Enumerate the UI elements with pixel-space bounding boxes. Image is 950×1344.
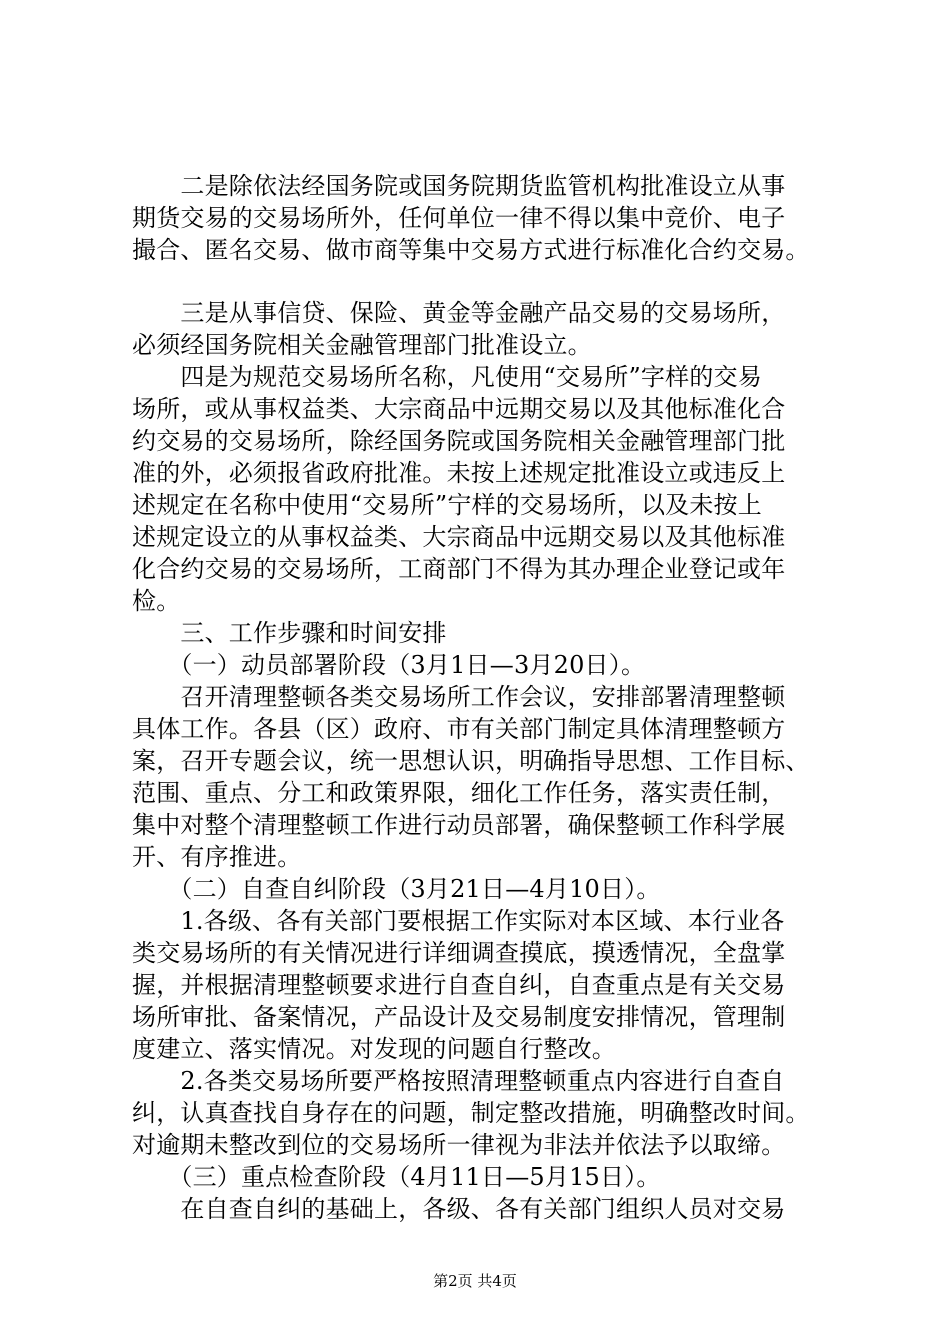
text-line: 集中对整个清理整顿工作进行动员部署，确保整顿工作科学展 [132, 811, 786, 839]
text-line: 四是为规范交易场所名称，凡使用“交易所”字样的交易 [132, 363, 762, 391]
text-line: 对逾期未整改到位的交易场所一律视为非法并依法予以取缔。 [132, 1131, 786, 1159]
text-line: 类交易场所的有关情况进行详细调查摸底，摸透情况，全盘掌 [132, 939, 786, 967]
text-line: 约交易的交易场所，除经国务院或国务院相关金融管理部门批 [132, 427, 786, 455]
text-line: 度建立、落实情况。对发现的问题自行整改。 [132, 1035, 616, 1063]
text-line: 在自查自纠的基础上，各级、各有关部门组织人员对交易 [132, 1195, 786, 1223]
document-body [132, 170, 842, 1225]
text-line: 案，召开专题会议，统一思想认识，明确指导思想、工作目标、 [132, 747, 810, 775]
subsection-heading: （一）动员部署阶段（3月1日—3月20日）。 [132, 651, 646, 679]
text-line: 化合约交易的交易场所，工商部门不得为其办理企业登记或年 [132, 555, 786, 583]
text-line: 检。 [132, 587, 181, 615]
text-line: 场所审批、备案情况，产品设计及交易制度安排情况，管理制 [132, 1003, 786, 1031]
text-line: 二是除依法经国务院或国务院期货监管机构批准设立从事 [132, 172, 786, 200]
text-line: 范围、重点、分工和政策界限，细化工作任务，落实责任制， [132, 779, 786, 807]
text-line: 撮合、匿名交易、做市商等集中交易方式进行标准化合约交易。 [132, 236, 810, 264]
subsection-heading: （三）重点检查阶段（4月11日—5月15日）。 [132, 1163, 661, 1191]
text-line: 准的外，必须报省政府批准。未按上述规定批准设立或违反上 [132, 459, 786, 487]
text-line: 必须经国务院相关金融管理部门批准设立。 [132, 331, 592, 359]
text-line: 述规定在名称中使用“交易所”宁样的交易场所，以及未按上 [132, 491, 762, 519]
subsection-heading: （二）自查自纠阶段（3月21日—4月10日）。 [132, 875, 661, 903]
text-line: 期货交易的交易场所外，任何单位一律不得以集中竞价、电子 [132, 204, 786, 232]
text-line: 召开清理整顿各类交易场所工作会议，安排部署清理整顿 [132, 683, 786, 711]
text-line: 纠，认真查找自身存在的问题，制定整改措施，明确整改时间。 [132, 1099, 810, 1127]
text-line: 场所，或从事权益类、大宗商品中远期交易以及其他标准化合 [132, 395, 786, 423]
text-line: 握，并根据清理整顿要求进行自查自纠，自查重点是有关交易 [132, 971, 786, 999]
text-line: 2.各类交易场所要严格按照清理整顿重点内容进行自查自 [132, 1067, 785, 1095]
text-line: 具体工作。各县（区）政府、市有关部门制定具体清理整顿方 [132, 715, 786, 743]
page-number: 第2页 共4页 [433, 1272, 517, 1290]
text-line: 三是从事信贷、保险、黄金等金融产品交易的交易场所， [132, 299, 786, 327]
blank-line [132, 266, 842, 297]
text-line: 1.各级、各有关部门要根据工作实际对本区域、本行业各 [132, 907, 785, 935]
text-line: 述规定设立的从事权益类、大宗商品中远期交易以及其他标准 [132, 523, 786, 551]
text-line: 开、有序推进。 [132, 843, 302, 871]
section-heading: 三、工作步骤和时间安排 [132, 619, 447, 647]
